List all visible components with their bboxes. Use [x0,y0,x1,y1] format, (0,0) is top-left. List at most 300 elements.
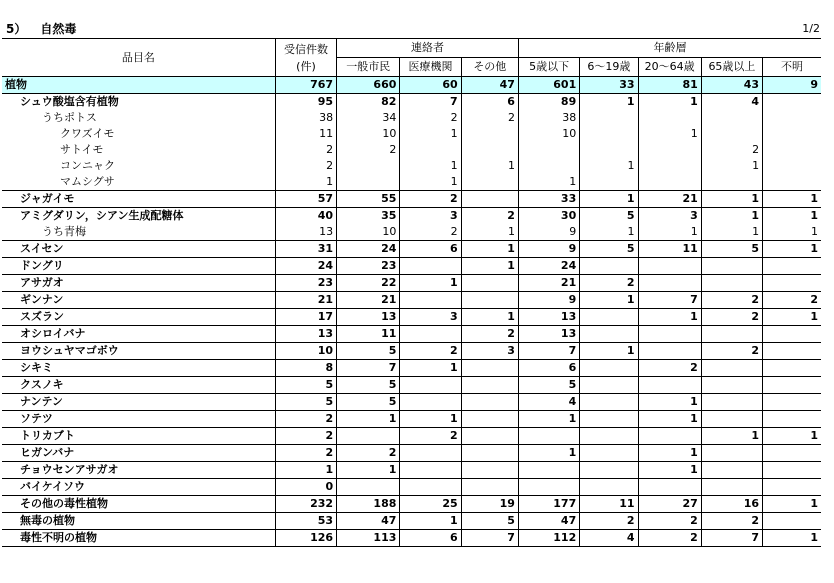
cell-value: 5 [337,377,400,394]
cell-value [337,158,400,174]
cell-received: 13 [275,326,336,343]
cell-value [400,258,461,275]
cell-value [701,275,762,292]
cell-value: 35 [337,208,400,225]
cell-value: 47 [337,513,400,530]
cell-value: 10 [337,224,400,241]
cell-value: 47 [461,77,518,94]
cell-value: 1 [400,158,461,174]
cell-value [701,360,762,377]
table-row [2,275,821,292]
table-row [2,126,821,142]
cell-received: 11 [275,126,336,142]
cell-value: 60 [400,77,461,94]
cell-value: 3 [461,343,518,360]
cell-value: 177 [518,496,579,513]
section-number: 5） [6,22,27,36]
cell-value [400,142,461,158]
cell-value [580,479,638,496]
cell-value [400,377,461,394]
cell-value [763,479,821,496]
row-item-name: ヨウシュヤマゴボウ [2,343,275,360]
cell-value: 2 [638,513,701,530]
row-item-name: マムシグサ [2,174,275,191]
cell-value: 601 [518,77,579,94]
table-row [2,411,821,428]
table-row [2,110,821,126]
cell-value: 30 [518,208,579,225]
cell-value: 660 [337,77,400,94]
cell-value [580,309,638,326]
cell-received: 17 [275,309,336,326]
cell-value [461,479,518,496]
cell-value [638,174,701,191]
cell-value: 3 [400,208,461,225]
cell-received: 5 [275,394,336,411]
cell-value: 6 [400,241,461,258]
cell-received: 232 [275,496,336,513]
row-item-name: スイセン [2,241,275,258]
cell-value [461,191,518,208]
cell-value [580,360,638,377]
header-col-general: 一般市民 [337,58,400,77]
row-item-name: チョウセンアサガオ [2,462,275,479]
cell-received: 13 [275,224,336,241]
cell-value: 4 [701,94,762,111]
cell-value [763,174,821,191]
row-item-name: うちポトス [2,110,275,126]
cell-received: 40 [275,208,336,225]
cell-value: 1 [400,126,461,142]
table-row [2,142,821,158]
cell-value: 9 [763,77,821,94]
table-row [2,77,821,94]
table-row [2,208,821,225]
cell-value: 10 [337,126,400,142]
cell-value [580,126,638,142]
cell-value: 1 [811,225,818,238]
cell-value [763,462,821,479]
cell-value: 1 [701,428,762,445]
table-row [2,462,821,479]
cell-value: 1 [638,411,701,428]
cell-value [638,258,701,275]
cell-value [461,126,518,142]
header-contact-group: 連絡者 [337,39,519,58]
cell-value: 27 [638,496,701,513]
row-item-name: サトイモ [2,142,275,158]
row-item-name: シュウ酸塩含有植物 [2,94,275,111]
cell-value: 9 [518,292,579,309]
table-row [2,479,821,496]
cell-value [337,174,400,191]
cell-value [461,462,518,479]
cell-value [400,462,461,479]
table-row [2,394,821,411]
cell-value [763,326,821,343]
cell-value: 1 [580,191,638,208]
cell-value [701,258,762,275]
row-item-name: オシロイバナ [2,326,275,343]
row-item-name: ヒガンバナ [2,445,275,462]
cell-value [701,377,762,394]
cell-value: 6 [518,360,579,377]
cell-value: 1 [461,224,518,241]
cell-value [400,326,461,343]
cell-value [763,360,821,377]
cell-value: 1 [400,360,461,377]
cell-value: 2 [638,360,701,377]
table-body [2,77,821,547]
header-col-age-20-64: 20～64歳 [638,58,701,77]
cell-value: 113 [337,530,400,547]
cell-value: 4 [518,394,579,411]
poison-plant-table [2,38,821,547]
cell-value [461,377,518,394]
table-row [2,174,821,191]
cell-value: 24 [518,258,579,275]
cell-value [518,462,579,479]
table-row [2,496,821,513]
table-row [2,309,821,326]
cell-value [461,142,518,158]
cell-value: 7 [518,343,579,360]
cell-value: 1 [461,158,518,174]
cell-value: 1 [638,462,701,479]
cell-value: 21 [518,275,579,292]
cell-value [701,174,762,191]
cell-received: 2 [275,142,336,158]
cell-value: 2 [400,110,461,126]
cell-value: 2 [400,428,461,445]
cell-value: 1 [400,174,461,191]
cell-value: 1 [580,343,638,360]
cell-value [763,343,821,360]
cell-value [763,411,821,428]
cell-value: 2 [461,110,518,126]
section-name: 自然毒 [40,22,77,36]
cell-value: 9 [518,224,579,241]
cell-value [638,377,701,394]
section-title [6,20,76,37]
cell-value [638,142,701,158]
cell-value: 13 [518,326,579,343]
cell-value [701,110,762,126]
row-item-name: アミグダリン，シアン生成配糖体 [2,208,275,225]
cell-value: 1 [518,411,579,428]
table-row [2,530,821,547]
cell-value: 11 [580,496,638,513]
cell-value: 21 [638,191,701,208]
cell-value [638,343,701,360]
cell-value [763,275,821,292]
table-row [2,94,821,111]
header-age-group: 年齢層 [518,39,821,58]
cell-value [580,326,638,343]
row-item-name: その他の毒性植物 [2,496,275,513]
cell-received: 2 [275,445,336,462]
cell-value [763,394,821,411]
cell-value [763,94,821,111]
cell-value [400,445,461,462]
row-item-name: ジャガイモ [2,191,275,208]
table-row [2,360,821,377]
cell-received: 23 [275,275,336,292]
cell-value: 2 [400,191,461,208]
cell-value [400,479,461,496]
cell-received: 1 [275,462,336,479]
cell-value: 2 [461,326,518,343]
cell-value: 1 [580,94,638,111]
cell-value [763,110,821,126]
cell-value: 1 [337,462,400,479]
cell-value [580,394,638,411]
cell-value [580,110,638,126]
header-col-other: その他 [461,58,518,77]
cell-received: 8 [275,360,336,377]
cell-value: 1 [763,530,821,547]
cell-value [638,326,701,343]
cell-value [461,360,518,377]
cell-value: 2 [763,292,821,309]
table-row [2,191,821,208]
cell-value [763,258,821,275]
cell-value [638,428,701,445]
cell-value: 1 [638,445,701,462]
cell-value: 1 [461,241,518,258]
cell-value: 7 [461,530,518,547]
cell-received: 126 [275,530,336,547]
cell-value: 55 [337,191,400,208]
table-row [2,326,821,343]
header-item-name: 品目名 [2,39,275,77]
header-col-age-65plus: 65歳以上 [701,58,762,77]
header-col-age-6-19: 6～19歳 [580,58,638,77]
cell-value: 1 [763,191,821,208]
cell-value: 1 [518,174,579,191]
row-item-name: 毒性不明の植物 [2,530,275,547]
cell-value: 33 [518,191,579,208]
cell-value: 1 [701,208,762,225]
cell-value: 47 [518,513,579,530]
cell-value [701,479,762,496]
cell-value [763,126,821,142]
cell-value: 4 [580,530,638,547]
cell-value: 1 [763,241,821,258]
cell-value [580,428,638,445]
cell-value: 112 [518,530,579,547]
cell-value: 1 [701,191,762,208]
cell-value: 5 [580,208,638,225]
cell-value [580,445,638,462]
cell-received: 31 [275,241,336,258]
cell-value: 3 [638,208,701,225]
cell-value [461,394,518,411]
cell-value: 5 [337,343,400,360]
cell-value: 82 [337,94,400,111]
cell-value: 7 [400,94,461,111]
cell-value: 1 [701,158,762,174]
cell-value: 11 [337,326,400,343]
cell-value: 89 [518,94,579,111]
cell-value: 1 [638,126,701,142]
cell-value: 1 [518,445,579,462]
cell-value: 1 [638,224,701,241]
cell-value [580,258,638,275]
row-item-name: バイケイソウ [2,479,275,496]
cell-received: 21 [275,292,336,309]
row-item-name: ドングリ [2,258,275,275]
row-item-name: シキミ [2,360,275,377]
row-item-name: トリカブト [2,428,275,445]
cell-value: 11 [638,241,701,258]
cell-value [337,428,400,445]
cell-value: 81 [638,77,701,94]
cell-value: 2 [701,343,762,360]
row-item-name: アサガオ [2,275,275,292]
cell-value [701,394,762,411]
cell-value: 19 [461,496,518,513]
header-received [275,39,336,77]
cell-value: 13 [518,309,579,326]
cell-value [461,411,518,428]
header-col-unknown: 不明 [763,58,821,77]
table-row [2,241,821,258]
cell-value: 2 [638,530,701,547]
cell-value: 3 [400,309,461,326]
cell-value: 7 [701,530,762,547]
row-item-name: スズラン [2,309,275,326]
cell-value [580,142,638,158]
cell-value [461,445,518,462]
cell-value: 1 [701,224,762,241]
header-received-unit: (件) [296,59,316,73]
cell-value [763,142,821,158]
cell-value: 1 [461,258,518,275]
cell-value: 2 [701,142,762,158]
table-row [2,445,821,462]
cell-value: 21 [337,292,400,309]
cell-value [518,158,579,174]
cell-value: 1 [763,496,821,513]
row-item-name: クワズイモ [2,126,275,142]
cell-value [580,462,638,479]
cell-value: 1 [461,309,518,326]
cell-value: 24 [337,241,400,258]
header-col-medical: 医療機関 [400,58,461,77]
cell-received: 53 [275,513,336,530]
cell-received: 38 [275,110,336,126]
page-number: 1/2 [802,22,820,35]
cell-value: 6 [400,530,461,547]
cell-value [461,292,518,309]
cell-value: 2 [580,275,638,292]
cell-received: 57 [275,191,336,208]
row-item-name: ナンテン [2,394,275,411]
cell-value: 1 [400,513,461,530]
cell-value [400,292,461,309]
cell-value: 2 [337,142,400,158]
cell-value: 7 [638,292,701,309]
cell-received: 767 [275,77,336,94]
row-item-name: ソテツ [2,411,275,428]
cell-value: 22 [337,275,400,292]
cell-value [638,110,701,126]
cell-received: 2 [275,158,336,174]
cell-value: 1 [763,428,821,445]
cell-value [518,142,579,158]
table-row [2,258,821,275]
row-item-name: 植物 [2,77,275,94]
cell-value [701,445,762,462]
row-item-name: うち青梅 [2,224,275,241]
cell-value: 34 [337,110,400,126]
cell-value: 2 [461,208,518,225]
cell-value: 25 [400,496,461,513]
cell-value [638,479,701,496]
cell-value: 2 [701,309,762,326]
cell-value [638,275,701,292]
cell-value: 1 [400,275,461,292]
table-row [2,158,821,174]
table-row [2,377,821,394]
cell-value: 2 [701,292,762,309]
cell-value: 188 [337,496,400,513]
cell-value: 1 [580,158,638,174]
cell-value: 5 [580,241,638,258]
cell-value: 5 [337,394,400,411]
cell-received: 0 [275,479,336,496]
cell-value: 5 [701,241,762,258]
cell-value [400,394,461,411]
row-item-name: コンニャク [2,158,275,174]
cell-value: 2 [400,343,461,360]
cell-value: 1 [638,309,701,326]
cell-value: 43 [701,77,762,94]
header-col-age-0-5: 5歳以下 [518,58,579,77]
table-row [2,343,821,360]
cell-value [461,428,518,445]
header-received-label: 受信件数 [283,42,328,56]
cell-received: 95 [275,94,336,111]
cell-value: 38 [518,110,579,126]
table-row [2,292,821,309]
cell-value: 16 [701,496,762,513]
cell-value: 1 [763,208,821,225]
cell-value [580,411,638,428]
cell-value [580,174,638,191]
cell-value [763,377,821,394]
cell-value: 1 [763,309,821,326]
cell-received: 2 [275,428,336,445]
cell-received: 2 [275,411,336,428]
table-row [2,428,821,445]
cell-value: 13 [337,309,400,326]
cell-value [763,513,821,530]
cell-value: 9 [518,241,579,258]
cell-value [701,326,762,343]
cell-value: 6 [461,94,518,111]
cell-value: 1 [400,411,461,428]
cell-value [701,411,762,428]
cell-value: 2 [400,224,461,241]
cell-value [701,126,762,142]
cell-value: 1 [580,292,638,309]
cell-value [337,479,400,496]
cell-value: 5 [518,377,579,394]
cell-value: 1 [638,94,701,111]
cell-value [461,275,518,292]
